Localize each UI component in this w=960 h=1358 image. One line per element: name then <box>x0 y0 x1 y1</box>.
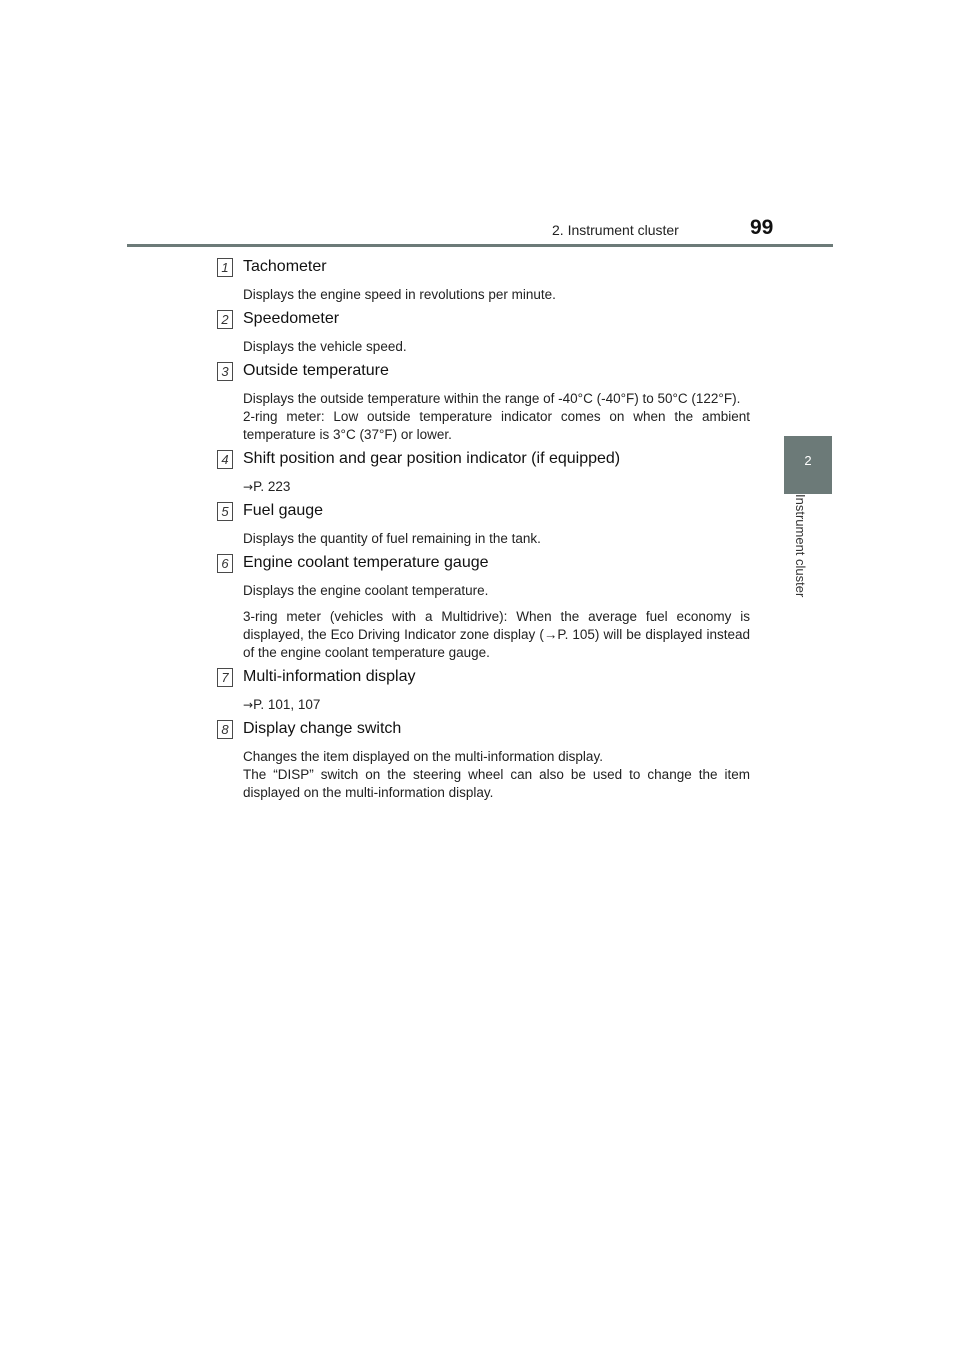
description-line: Displays the outside temperature within the range of -40°C (-40°F) to 50°C (122°F). <box>243 391 741 406</box>
chapter-title: 2. Instrument cluster <box>552 222 679 238</box>
item-list <box>215 252 750 802</box>
description-line: Displays the vehicle speed. <box>243 339 407 354</box>
description-line: 2-ring meter: Low outside temperature indicator comes on when the ambient temperature is 3°C (37°F) or lower. <box>243 409 750 442</box>
list-item <box>215 552 750 662</box>
page-header <box>0 0 960 250</box>
reference-arrow-icon: → <box>243 480 254 494</box>
item-title: Tachometer <box>243 258 327 275</box>
item-title: Speedometer <box>243 310 340 327</box>
item-description <box>243 582 750 662</box>
chapter-tab-label-area <box>784 494 832 629</box>
list-item <box>215 256 750 304</box>
item-title: Fuel gauge <box>243 502 324 519</box>
list-item <box>215 500 750 548</box>
item-title: Display change switch <box>243 720 402 737</box>
item-description <box>243 478 750 496</box>
page-reference[interactable]: P. 223 <box>253 479 291 494</box>
header-divider <box>127 244 833 247</box>
item-description <box>243 530 750 548</box>
reference-arrow-icon: → <box>243 698 254 712</box>
description-line: Changes the item displayed on the multi-information display. <box>243 749 603 764</box>
description-line: 3-ring meter (vehicles with a Multidrive): When the average fuel economy is displayed, the Eco Driving Indicator zone display (→P. 105) will be displayed instead of the engine coolant temperature gauge. <box>243 609 750 660</box>
item-number-badge: 1 <box>217 258 233 277</box>
list-item <box>215 718 750 802</box>
page-reference[interactable]: P. 101, 107 <box>253 697 321 712</box>
item-number-badge: 5 <box>217 502 233 521</box>
item-number-badge: 2 <box>217 310 233 329</box>
description-line: Displays the quantity of fuel remaining in the tank. <box>243 531 541 546</box>
item-number-badge: 4 <box>217 450 233 469</box>
chapter-tab-label: Instrument cluster <box>793 494 808 598</box>
item-description <box>243 338 750 356</box>
description-line: Displays the engine coolant temperature. <box>243 583 489 598</box>
item-title: Multi-information display <box>243 668 416 685</box>
item-description <box>243 390 750 444</box>
chapter-tab <box>784 436 832 494</box>
item-number-badge: 8 <box>217 720 233 739</box>
item-description <box>243 748 750 802</box>
description-line: The “DISP” switch on the steering wheel can also be used to change the item displayed on the multi-information display. <box>243 767 750 800</box>
item-number-badge: 3 <box>217 362 233 381</box>
item-title: Shift position and gear position indicator (if equipped) <box>243 450 621 467</box>
description-line: Displays the engine speed in revolutions per minute. <box>243 287 556 302</box>
item-number-badge: 6 <box>217 554 233 573</box>
item-number-badge: 7 <box>217 668 233 687</box>
item-title: Engine coolant temperature gauge <box>243 554 489 571</box>
item-description <box>243 696 750 714</box>
page-number: 99 <box>750 216 774 239</box>
item-title: Outside temperature <box>243 362 389 379</box>
list-item <box>215 308 750 356</box>
item-description <box>243 286 750 304</box>
chapter-tab-number: 2 <box>804 453 812 468</box>
list-item <box>215 360 750 444</box>
list-item <box>215 448 750 496</box>
list-item <box>215 666 750 714</box>
